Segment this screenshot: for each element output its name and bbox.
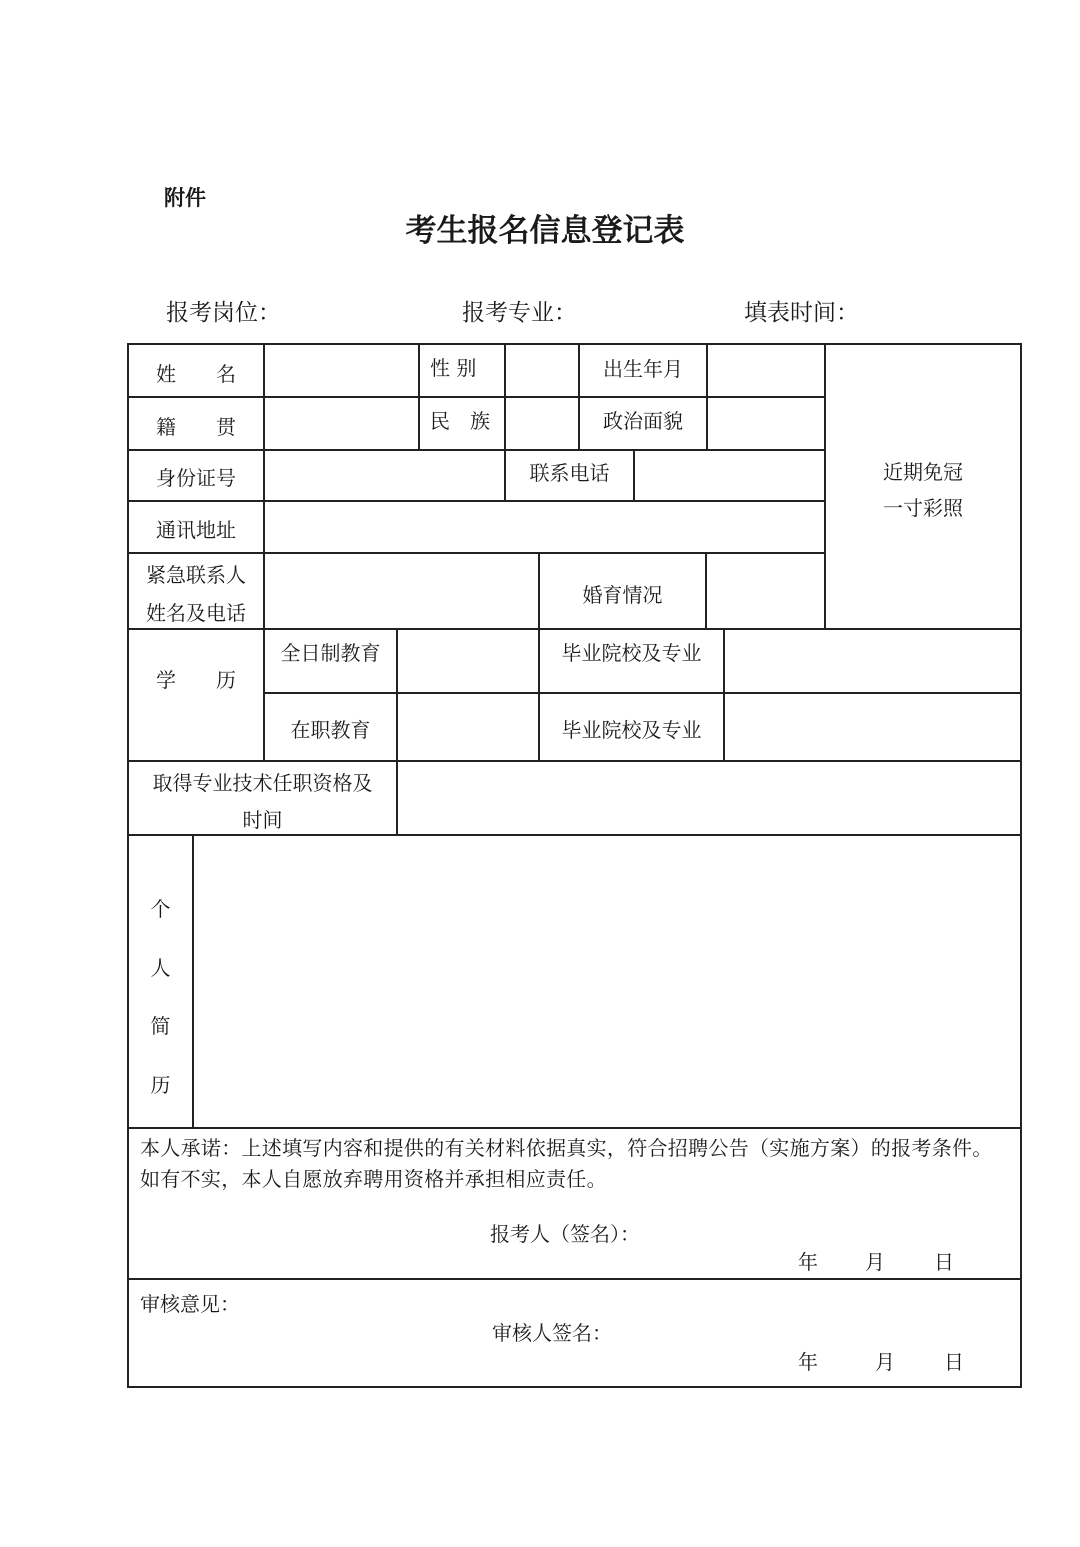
- label-resume-char: 人: [150, 956, 171, 980]
- label-birth: 出生年月: [603, 357, 683, 381]
- date-year-label: 年: [798, 1250, 818, 1274]
- header-fill-time-label: 填表时间：: [744, 300, 859, 326]
- col-line: [418, 343, 420, 449]
- label-resume-char: 历: [150, 1073, 171, 1097]
- label-id-number: 身份证号: [156, 466, 236, 490]
- header-position-label: 报考岗位：: [166, 300, 281, 326]
- col-line: [192, 834, 194, 1127]
- label-qualification-line2: 时间: [242, 808, 283, 832]
- row-line: [127, 760, 1022, 762]
- label-full-time-education: 全日制教育: [280, 641, 381, 665]
- row-line: [127, 834, 1022, 836]
- row-line: [263, 692, 1022, 694]
- label-emergency-line1: 紧急联系人: [146, 563, 246, 587]
- label-review-opinion: 审核意见：: [140, 1292, 240, 1316]
- date-day-label: 日: [934, 1250, 954, 1274]
- label-resume-char: 简: [150, 1014, 171, 1038]
- col-line: [824, 343, 826, 628]
- row-line: [127, 449, 826, 451]
- col-line: [705, 552, 707, 628]
- date-month-label: 月: [865, 1250, 885, 1274]
- label-gender: 性 别: [430, 356, 477, 380]
- label-education: 学 历: [156, 668, 236, 692]
- row-line: [127, 396, 826, 398]
- label-marital-status: 婚育情况: [582, 583, 663, 607]
- pledge-text: 本人承诺：上述填写内容和提供的有关材料依据真实，符合招聘公告（实施方案）的报考条件。如有不实，本人自愿放弃聘用资格并承担相应责任。: [140, 1136, 993, 1191]
- label-name: 姓 名: [156, 362, 236, 386]
- label-reviewer-signature: 审核人签名：: [492, 1321, 612, 1345]
- label-emergency-line2: 姓名及电话: [146, 601, 246, 625]
- label-photo-line1: 近期免冠: [883, 460, 963, 484]
- label-resume-char: 个: [150, 897, 171, 921]
- table-border-top: [127, 343, 1022, 345]
- table-border-bottom: [127, 1386, 1022, 1388]
- col-line: [706, 343, 708, 449]
- col-line: [723, 628, 725, 760]
- label-address: 通讯地址: [156, 518, 236, 542]
- label-native-place: 籍 贯: [156, 415, 236, 439]
- label-phone: 联系电话: [529, 461, 610, 485]
- label-ethnicity: 民 族: [430, 409, 490, 433]
- date-day-label: 日: [944, 1350, 964, 1374]
- label-on-job-education: 在职教育: [290, 718, 371, 742]
- attachment-label: 附件: [164, 186, 206, 210]
- row-line: [127, 628, 1022, 630]
- col-line: [263, 343, 265, 760]
- label-applicant-signature: 报考人（签名）：: [490, 1222, 640, 1246]
- date-month-label: 月: [875, 1350, 895, 1374]
- row-line: [127, 1127, 1022, 1129]
- row-line: [127, 552, 826, 554]
- label-photo-line2: 一寸彩照: [883, 496, 963, 520]
- col-line: [396, 628, 398, 834]
- label-qualification-line1: 取得专业技术任职资格及: [152, 771, 373, 795]
- label-graduate-school-1: 毕业院校及专业: [561, 641, 702, 665]
- table-border-right: [1020, 343, 1022, 1388]
- row-line: [127, 500, 826, 502]
- date-year-label: 年: [798, 1350, 818, 1374]
- header-major-label: 报考专业：: [462, 300, 577, 326]
- col-line: [633, 449, 635, 500]
- label-political-status: 政治面貌: [603, 409, 683, 433]
- form-title: 考生报名信息登记表: [405, 213, 685, 249]
- label-graduate-school-2: 毕业院校及专业: [561, 718, 702, 742]
- row-line: [127, 1278, 1022, 1280]
